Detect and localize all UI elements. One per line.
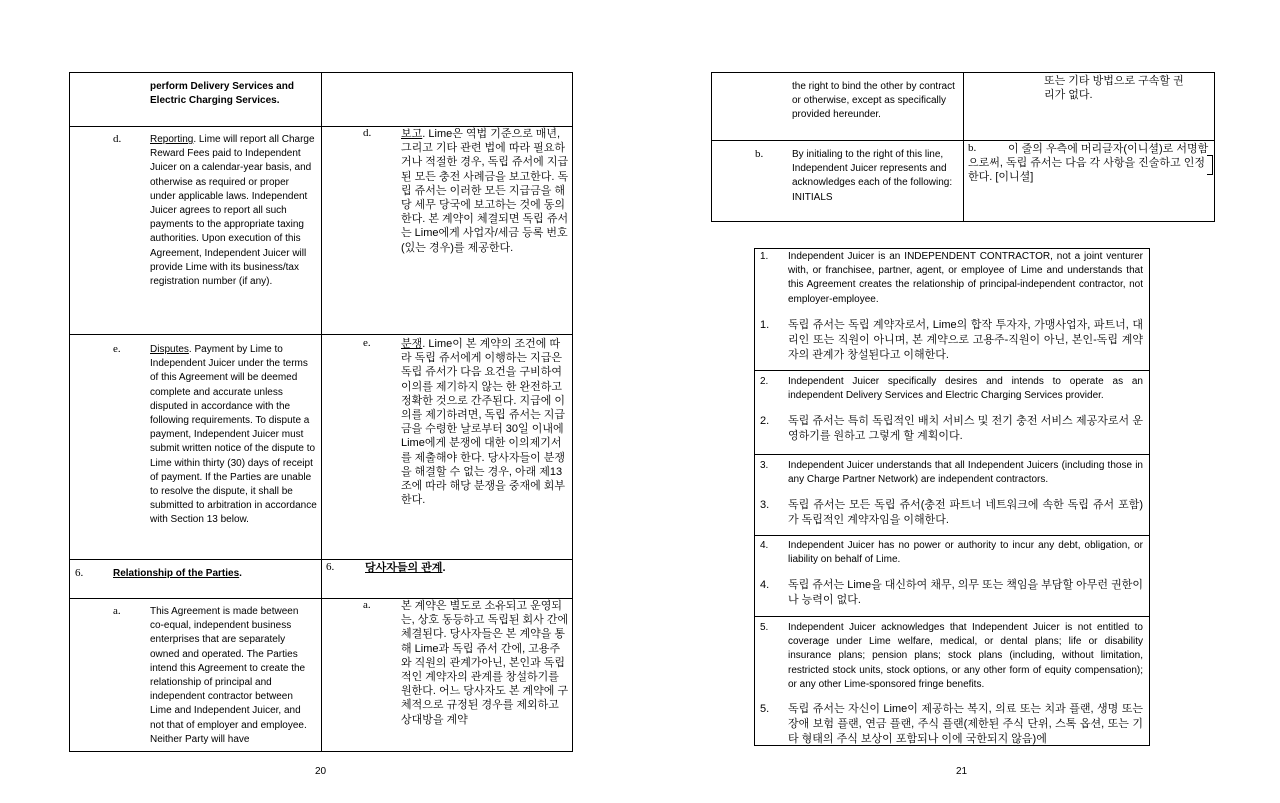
clause-a-ko-label: a.	[363, 599, 371, 611]
clause-e-english	[150, 343, 318, 528]
item-5-english: Independent Juicer acknowledges that Independent Juicer is not entitled to coverage under Lime welfare, medical, or dental plans; life or disability insurance plans; pension plans; stock plans (including, without limitation, restricted stock units, stock options, or any other form of equity compensation); or any other Lime-sponsored fringe benefits.	[788, 622, 1143, 690]
clause-b-korean: 이 줄의 우측에 머리글자(이니셜)로 서명함으로써, 독립 쥬서는 다음 각 사항을 진술하고 인정한다. [이니셜]	[968, 143, 1209, 184]
item-3	[755, 454, 1149, 535]
item-3-number: 3.	[760, 460, 769, 471]
item-3-ko-number: 3.	[760, 499, 770, 512]
clause-b-ko-label: b.	[968, 142, 977, 154]
clause-e-korean	[401, 337, 569, 507]
clause-d-ko-heading: 보고	[401, 128, 423, 140]
item-2-korean: 독립 쥬서는 특히 독립적인 배치 서비스 및 전기 충전 서비스 제공자로서 운영하기를 원하고 그렇게 할 계획이다.	[788, 415, 1143, 443]
clause-e-ko-label: e.	[363, 337, 371, 349]
clause-d-korean	[401, 127, 569, 255]
item-4-korean: 독립 쥬서는 Lime을 대신하여 채무, 의무 또는 책임을 부담할 아무런 권한이나 능력이 없다.	[788, 579, 1143, 607]
section-6-heading: Relationship of the Parties	[113, 568, 240, 579]
clause-d-label: d.	[113, 133, 122, 145]
clause-a-english: This Agreement is made between co-equal, independent business enterprises that are separately owned and operated. The Parties intend this Agreement to create the relationship of principal and independent contractor between Lime and Independent Juicer, and not that of employer and employee. Neither Party will have	[150, 606, 307, 745]
item-3-korean: 독립 쥬서는 모든 독립 쥬서(충전 파트너 네트워크에 속한 독립 쥬서 포함)가 독립적인 계약자임을 이해한다.	[788, 499, 1143, 527]
page-number-20: 20	[315, 766, 327, 777]
item-2-ko-number: 2.	[760, 415, 770, 428]
clause-d-korean-text: . Lime은 역법 기준으로 매년, 그리고 기타 관련 법에 따라 필요하거나 적절한 경우, 독립 쥬서에 지급된 모든 충전 사례금을 보고한다. 독립 쥬서는 이러한 모든 지급금을 해당 세무 당국에 보고하는 것에 동의한다. 본 계약이 체결되면 독립 쥬서는 Lime에게 사업자/세금 등록 번호(있는 경우)를 제공한다.	[401, 128, 569, 254]
item-1-korean: 독립 쥬서는 독립 계약자로서, Lime의 합작 투자자, 가맹사업자, 파트너, 대리인 또는 직원이 아니며, 본 계약으로 고용주-직원이 아닌, 본인-독립 계약자의 관계가 창설된다고 이해한다.	[788, 318, 1143, 361]
top-row-english-continued: the right to bind the other by contract or otherwise, except as specifically provided hereunder.	[792, 81, 955, 121]
section-6-ko-suffix: .	[442, 562, 446, 574]
column-divider	[963, 73, 964, 221]
section-6-ko-label: 6.	[326, 561, 335, 573]
section-6-english	[113, 567, 313, 581]
item-2-english: Independent Juicer specifically desires and intends to operate as an independent Delivery Services and Electric Charging Services provider.	[788, 376, 1143, 402]
clause-d-english-text: . Lime will report all Charge Reward Fees paid to Independent Juicer on a calendar-year basis, and otherwise as required or proper under applicable laws. Independent Juicer agrees to report all such payments to the appropriate taxing authorities. Upon execution of this Agreement, Independent Juicer will provide Lime with its business/tax registration number (if any).	[150, 134, 315, 288]
row-divider	[712, 140, 1214, 141]
item-1	[755, 249, 1149, 370]
acknowledgements-list	[754, 248, 1150, 746]
item-5-korean: 독립 쥬서는 자신이 Lime이 제공하는 복지, 의료 또는 치과 플랜, 생명 또는 장애 보험 플랜, 연금 플랜, 주식 플랜(제한된 주식 단위, 스톡 옵션, 또는 기타 형태의 주식 보상이 포함되나 이에 국한되지 않음)에	[788, 703, 1143, 746]
clause-e-label: e.	[113, 343, 121, 355]
row-divider	[70, 334, 572, 335]
clause-a-korean: 본 계약은 별도로 소유되고 운영되는, 상호 동등하고 독립된 회사 간에 체결된다. 당사자들은 본 계약을 통해 Lime과 독립 쥬서 간에, 고용주와 직원의 관계가아닌, 본인과 독립적인 계약자의 관계를 창설하기를 원한다. 어느 당사자도 본 계약에 구체적으로 규정된 경우를 제외하고 상대방을 계약	[401, 600, 569, 726]
left-table	[69, 72, 573, 752]
section-6-ko-heading: 당사자들의 관계	[365, 562, 443, 574]
item-2-number: 2.	[760, 376, 769, 387]
clause-d-ko-label: d.	[363, 127, 372, 139]
section-6-korean	[365, 561, 565, 575]
clause-b-english: By initialing to the right of this line, Independent Juicer represents and acknowledges each of the following: INITIALS	[792, 149, 953, 203]
page-number-21: 21	[956, 766, 968, 777]
item-5	[755, 616, 1149, 745]
item-2	[755, 370, 1149, 454]
item-4	[755, 535, 1149, 616]
top-row-korean-continued: 또는 기타 방법으로 구속할 권리가 없다.	[1044, 75, 1184, 102]
initials-bracket	[1207, 155, 1213, 175]
clause-d-english	[150, 133, 315, 289]
item-4-ko-number: 4.	[760, 579, 770, 592]
top-row-english: perform Delivery Services and Electric Charging Services.	[150, 81, 294, 107]
item-3-english: Independent Juicer understands that all Independent Juicers (including those in any Charge Partner Network) are independent contractors.	[788, 460, 1143, 486]
item-1-english: Independent Juicer is an INDEPENDENT CONTRACTOR, not a joint venturer with, or franchisee, partner, agent, or employee of Lime and understands that this Agreement creates the relationship of principal-independent contractor, not employer-employee.	[788, 251, 1143, 305]
clause-e-english-text: . Payment by Lime to Independent Juicer under the terms of this Agreement will be deemed complete and accurate unless disputed in accordance with the following requirements. To dispute a payment, Independent Juicer must submit written notice of the dispute to Lime within thirty (30) days of receipt of payment. If the Parties are unable to resolve the dispute, it shall be submitted to arbitration in accordance with Section 13 below.	[150, 344, 317, 526]
clause-e-korean-text: . Lime이 본 계약의 조건에 따라 독립 쥬서에게 이행하는 지급은 독립 쥬서가 다음 요건을 구비하여 이의를 제기하지 않는 한 완전하고 정확한 것으로 간주된다. 지급에 이의를 제기하려면, 독립 쥬서는 지급금을 수령한 날로부터 30일 이내에 Lime에게 분쟁에 대한 이의제기서를 제출해야 한다. 당사자들이 분쟁을 해결할 수 없는 경우, 아래 제13조에 따라 해당 분쟁을 중재에 회부한다.	[401, 338, 566, 507]
right-top-table	[711, 72, 1215, 222]
item-1-number: 1.	[760, 251, 769, 262]
clause-a-label: a.	[113, 605, 121, 617]
item-4-english: Independent Juicer has no power or authority to incur any debt, obligation, or liability on behalf of Lime.	[788, 540, 1143, 566]
item-4-number: 4.	[760, 540, 769, 551]
clause-e-heading: Disputes	[150, 344, 189, 355]
clause-b-label: b.	[755, 148, 764, 160]
item-5-ko-number: 5.	[760, 703, 770, 716]
clause-d-heading: Reporting	[150, 134, 194, 145]
clause-e-ko-heading: 분쟁	[401, 338, 423, 350]
item-1-ko-number: 1.	[760, 318, 770, 331]
row-divider	[70, 559, 572, 560]
column-divider	[321, 73, 322, 751]
section-6-suffix: .	[239, 568, 242, 579]
section-6-label: 6.	[75, 567, 84, 579]
item-5-number: 5.	[760, 622, 769, 633]
